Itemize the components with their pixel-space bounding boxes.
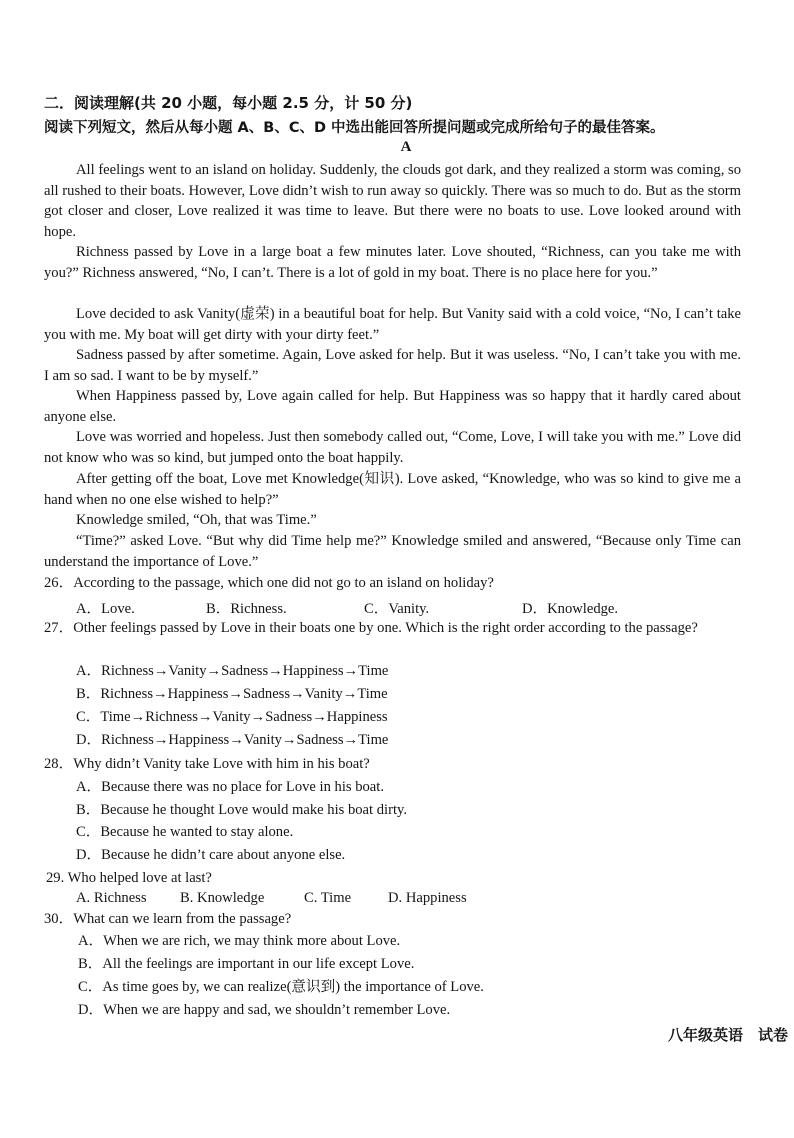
question-stem: 28．Why didn’t Vanity take Love with him in his boat? [44,756,370,772]
option: B．Richness→Happiness→Sadness→Vanity→Time [76,686,388,702]
passage-paragraph: Love decided to ask Vanity(虚荣) in a beautiful boat for help. But Vanity said with a cold voice, “No, I can’t take you with me. My boat will get dirty with your dirty feet.” [44,306,741,343]
question-stem: 26．According to the passage, which one did not go to an island on holiday? [44,575,494,591]
option: D. Happiness [388,890,467,906]
option: A．When we are rich, we may think more about Love. [78,933,401,949]
passage-paragraph: Love was worried and hopeless. Just then somebody called out, “Come, Love, I will take you with me.” Love did not know who was so kind, but jumped onto the boat happily. [44,429,741,466]
option: B. Knowledge [180,890,265,906]
option: A. Richness [76,890,147,906]
passage-paragraph: Sadness passed by after sometime. Again, Love asked for help. But it was useless. “No, I can’t take you with me. I am so sad. I want to be by myself.” [44,347,741,384]
passage-paragraph: Richness passed by Love in a large boat a few minutes later. Love shouted, “Richness, can you take me with you?” Richness answered, “No, I can’t. There is a lot of gold in my boat. There is no place here for you.” [44,244,741,281]
option: B．Richness. [206,601,287,617]
section-title: 二．阅读理解(共 20 小题，每小题 2.5 分，计 50 分) [44,94,413,112]
passage-paragraph: Knowledge smiled, “Oh, that was Time.” [76,512,317,528]
option: C．Vanity. [364,601,430,617]
passage-label: A [400,139,412,155]
passage-paragraph: After getting off the boat, Love met Knowledge(知识). Love asked, “Knowledge, who was so kind to give me a hand when no one else wished to help?” [44,471,741,508]
option: D．Knowledge. [522,601,619,617]
option: A．Richness→Vanity→Sadness→Happiness→Time [76,663,389,679]
option: C．Because he wanted to stay alone. [76,824,294,840]
section-instruction: 阅读下列短文，然后从每小题 A、B、C、D 中选出能回答所提问题或完成所给句子的最佳答案。 [44,120,665,136]
passage-paragraph: All feelings went to an island on holiday. Suddenly, the clouds got dark, and they realized a storm was coming, so all rushed to their boats. However, Love didn’t wish to run away so quickly. There was so much to do. But as the storm got closer and closer, Love realized it was time to leave. But there were no boats to use. Love looked around with hope. [44,162,741,240]
option: C．As time goes by, we can realize(意识到) the importance of Love. [78,979,484,995]
option: B．Because he thought Love would make his boat dirty. [76,802,407,818]
question-stem: 30．What can we learn from the passage? [44,911,292,927]
question-stem: 29. Who helped love at last? [46,870,212,886]
option: D．When we are happy and sad, we shouldn’t remember Love. [78,1002,451,1018]
page-footer-label: 八年级英语 试卷 [667,1026,788,1044]
option: D．Richness→Happiness→Vanity→Sadness→Time [76,732,389,748]
option: B．All the feelings are important in our life except Love. [78,956,415,972]
option: C. Time [304,890,352,906]
passage-paragraph: When Happiness passed by, Love again called for help. But Happiness was so happy that it hardly cared about anyone else. [44,388,741,425]
option: C．Time→Richness→Vanity→Sadness→Happiness [76,709,388,725]
option: D．Because he didn’t care about anyone else. [76,847,346,863]
passage-paragraph: “Time?” asked Love. “But why did Time help me?” Knowledge smiled and answered, “Because only Time can understand the importance of Love.” [44,533,741,570]
option: A．Because there was no place for Love in his boat. [76,779,384,795]
question-stem: 27．Other feelings passed by Love in their boats one by one. Which is the right order according to the passage? [44,620,698,636]
option: A．Love. [76,601,135,617]
